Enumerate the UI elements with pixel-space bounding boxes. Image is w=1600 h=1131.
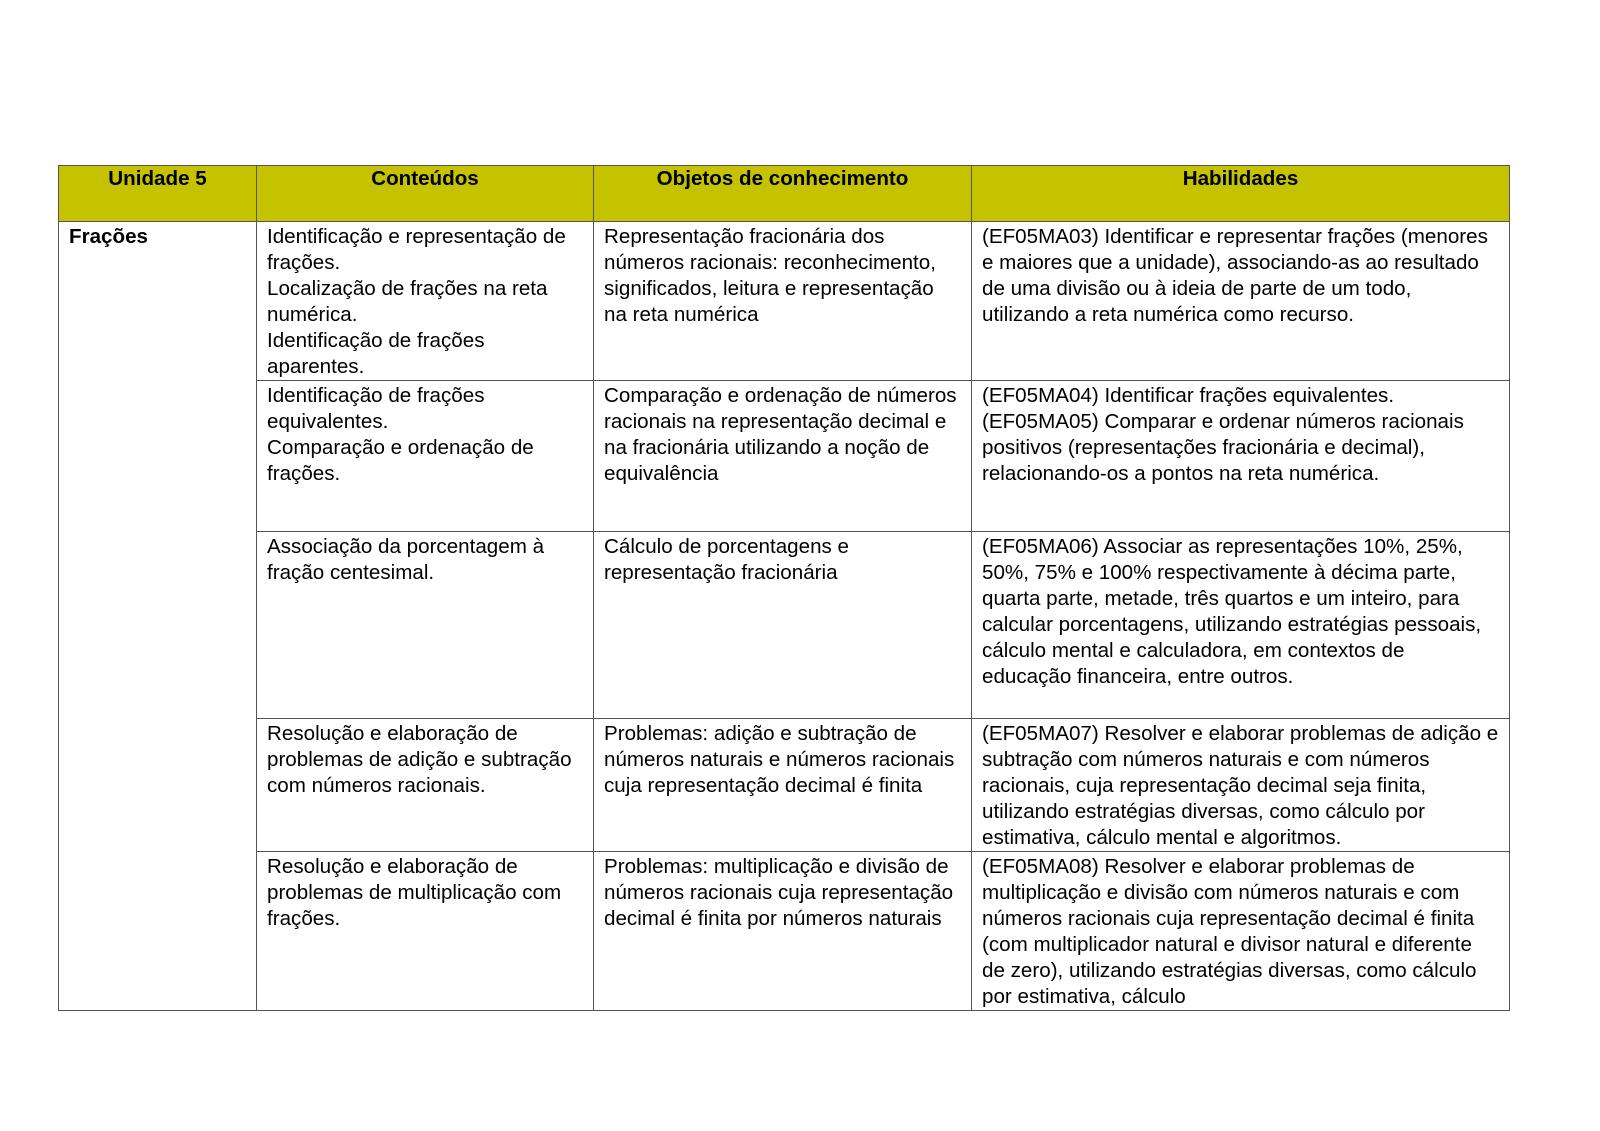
contents-text: Resolução e elaboração de problemas de multiplicação com frações. <box>267 855 562 930</box>
contents-text: Identificação e representação de frações. Localização de frações na reta numérica. Identificação de frações aparentes. <box>267 225 566 378</box>
header-unit: Unidade 5 <box>59 166 257 222</box>
table-row <box>59 381 1510 532</box>
objects-text: Representação fracionária dos números racionais: reconhecimento, significados, leitura e representação na reta numérica <box>604 225 936 326</box>
skills-text: (EF05MA04) Identificar frações equivalentes. (EF05MA05) Comparar e ordenar números racionais positivos (representações fracionária e decimal), relacionando-os a pontos na reta numérica. <box>982 384 1464 485</box>
table-row <box>59 222 1510 381</box>
contents-cell <box>257 719 594 852</box>
unit-name-cell <box>59 222 257 1011</box>
header-contents: Conteúdos <box>257 166 594 222</box>
objects-cell <box>594 852 972 1011</box>
contents-text: Resolução e elaboração de problemas de adição e subtração com números racionais. <box>267 722 572 797</box>
objects-text: Problemas: multiplicação e divisão de números racionais cuja representação decimal é finita por números naturais <box>604 855 954 930</box>
objects-cell <box>594 719 972 852</box>
contents-cell <box>257 852 594 1011</box>
table-row <box>59 719 1510 852</box>
objects-text: Cálculo de porcentagens e representação fracionária <box>604 535 850 584</box>
contents-text: Associação da porcentagem à fração centesimal. <box>267 535 545 584</box>
objects-text: Problemas: adição e subtração de números naturais e números racionais cuja representação decimal é finita <box>604 722 955 797</box>
skills-cell <box>972 852 1510 1011</box>
skills-text: (EF05MA08) Resolver e elaborar problemas de multiplicação e divisão com números naturais e com números racionais cuja representação decimal é finita (com multiplicador natural e divisor natural e diferente de zero), utilizando estratégias diversas, como cálculo por estimativa, cálculo <box>982 855 1477 1008</box>
objects-text: Comparação e ordenação de números racionais na representação decimal e na fracionária utilizando a noção de equivalência <box>604 384 957 485</box>
skills-cell <box>972 532 1510 719</box>
table-row <box>59 852 1510 1011</box>
skills-cell <box>972 719 1510 852</box>
skills-text: (EF05MA03) Identificar e representar frações (menores e maiores que a unidade), associando-as ao resultado de uma divisão ou à ideia de parte de um todo, utilizando a reta numérica como recurso. <box>982 225 1488 326</box>
skills-cell <box>972 381 1510 532</box>
curriculum-table <box>58 165 1510 1011</box>
skills-text: (EF05MA07) Resolver e elaborar problemas de adição e subtração com números naturais e com números racionais, cuja representação decimal seja finita, utilizando estratégias diversas, como cálculo por estimativa, cálculo mental e algoritmos. <box>982 722 1499 849</box>
objects-cell <box>594 532 972 719</box>
contents-text: Identificação de frações equivalentes. Comparação e ordenação de frações. <box>267 384 534 485</box>
contents-cell <box>257 222 594 381</box>
skills-cell <box>972 222 1510 381</box>
table-row <box>59 532 1510 719</box>
contents-cell <box>257 532 594 719</box>
objects-cell <box>594 381 972 532</box>
skills-text: (EF05MA06) Associar as representações 10%, 25%, 50%, 75% e 100% respectivamente à décima parte, quarta parte, metade, três quartos e um inteiro, para calcular porcentagens, utilizando estratégias pessoais, cálculo mental e calculadora, em contextos de educação financeira, entre outros. <box>982 535 1482 688</box>
header-skills: Habilidades <box>972 166 1510 222</box>
contents-cell <box>257 381 594 532</box>
table-header-row <box>59 166 1510 222</box>
unit-name: Frações <box>69 225 148 248</box>
header-objects: Objetos de conhecimento <box>594 166 972 222</box>
objects-cell <box>594 222 972 381</box>
